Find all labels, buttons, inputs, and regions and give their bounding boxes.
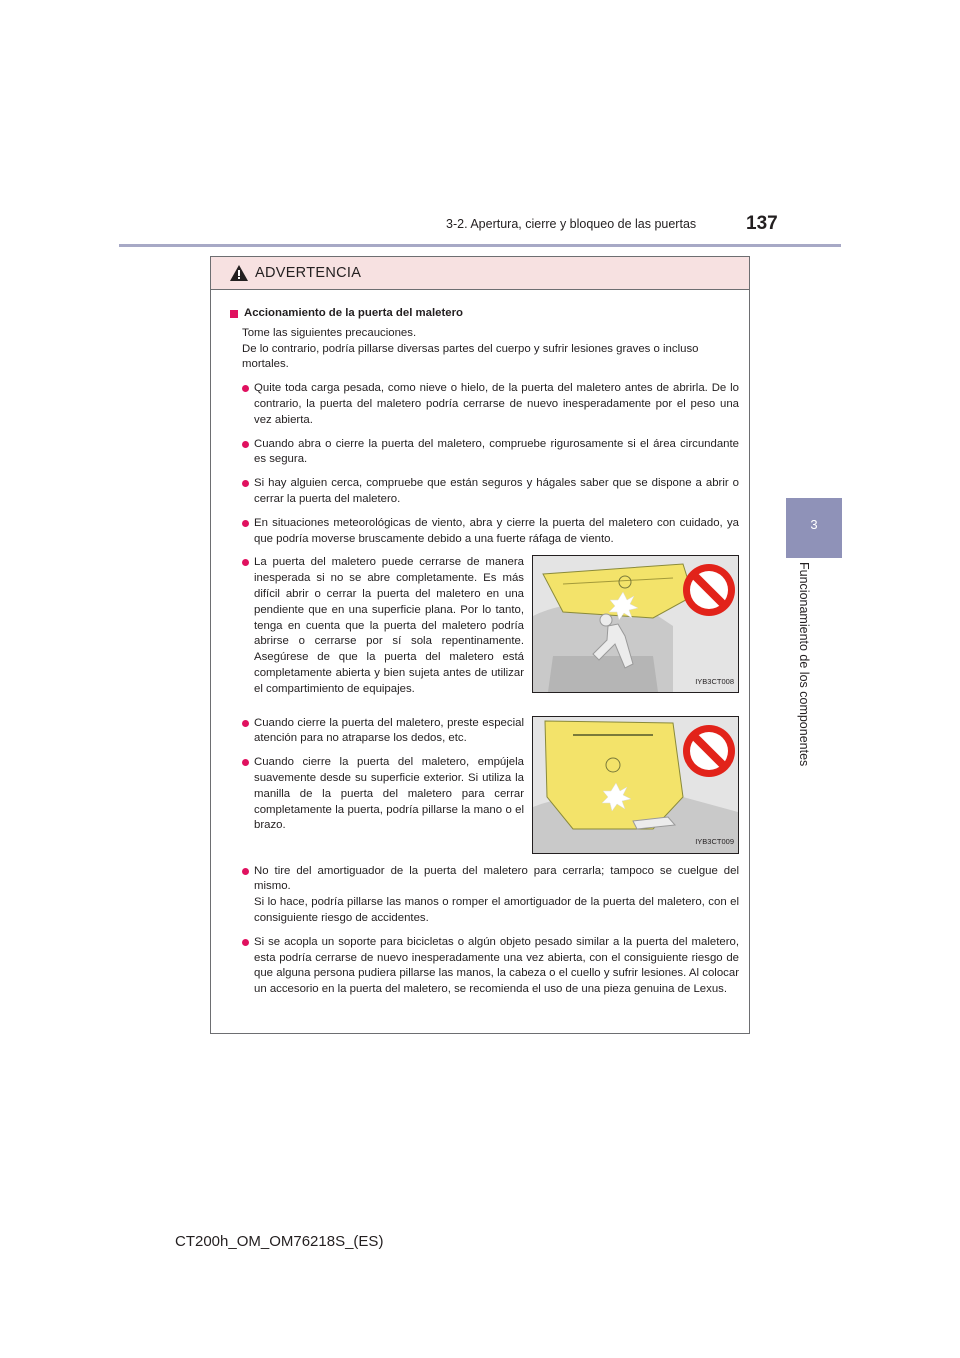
list-item-text: Cuando cierre la puerta del maletero, empújela suavemente desde su superficie exterior. Si utiliza la manilla de la puerta del maletero para cerrar completamente la puerta, podría pillarse la mano o el brazo.: [254, 756, 524, 832]
figure-row-2: [230, 716, 739, 854]
list-item: [230, 381, 739, 428]
figure-row-1-text: [230, 555, 524, 705]
chapter-number: 3: [810, 517, 818, 532]
figure-row-1: [230, 555, 739, 705]
intro-text: Tome las siguientes precauciones. De lo contrario, podría pillarse diversas partes del cuerpo y sufrir lesiones graves o incluso mortales.: [242, 326, 699, 371]
bullet-dot-icon: [242, 385, 249, 392]
list-item-text: En situaciones meteorológicas de viento, abra y cierre la puerta del maletero con cuidado, ya que podría moverse bruscamente debido a una fuerte ráfaga de viento.: [254, 516, 739, 545]
list-item: [230, 555, 524, 697]
page-number: 137: [746, 213, 778, 234]
figure-row-2-text: [230, 716, 524, 843]
list-item: [230, 476, 739, 508]
list-item: [230, 437, 739, 469]
figure-row-2-image: [532, 716, 739, 854]
illustration-tailgate-open: [532, 555, 739, 693]
list-item: [230, 935, 739, 998]
list-item-text: Cuando cierre la puerta del maletero, preste especial atención para no atraparse los dedos, etc.: [254, 716, 524, 745]
warning-header: [211, 257, 749, 290]
list-item: [230, 755, 524, 834]
tailgate-closing-illustration: [533, 717, 738, 853]
bullet-dot-icon: [242, 720, 249, 727]
list-item-text: No tire del amortiguador de la puerta del maletero para cerrarla; tampoco se cuelgue del mismo. Si lo hace, podría pillarse las manos o romper el amortiguador de la puerta del maletero, con el consiguiente riesgo de accidentes.: [254, 864, 739, 924]
figure-row-1-image: [532, 555, 739, 693]
section-heading: [230, 306, 739, 322]
list-item: [230, 516, 739, 548]
warning-icon: [229, 264, 249, 282]
bullet-dot-icon: [242, 868, 249, 875]
figure-code: IYB3CT009: [695, 836, 734, 846]
bullet-dot-icon: [242, 559, 249, 566]
list-item-text: Cuando abra o cierre la puerta del maletero, compruebe rigurosamente si el área circundante es segura.: [254, 437, 739, 466]
running-header-section: 3-2. Apertura, cierre y bloqueo de las puertas: [446, 217, 697, 231]
warning-content: [211, 290, 749, 1006]
bullet-dot-icon: [242, 480, 249, 487]
bullet-dot-icon: [242, 520, 249, 527]
section-heading-text: Accionamiento de la puerta del maletero: [244, 307, 464, 319]
bullet-dot-icon: [242, 939, 249, 946]
square-bullet-icon: [230, 310, 238, 318]
illustration-tailgate-closing: [532, 716, 739, 854]
tailgate-open-illustration: [533, 556, 738, 692]
list-item-text: Si se acopla un soporte para bicicletas o algún objeto pesado similar a la puerta del maletero, esta podría cerrarse de nuevo inesperadamente una vez abierta, con el consiguiente riesgo de que alguna persona pudiera pillarse las manos, la cabeza o el cuello y sufrir lesiones. Al colocar un accesorio en la puerta del maletero, se recomienda el uso de una pieza genuina de Lexus.: [254, 935, 739, 996]
chapter-tab: [786, 498, 842, 558]
bullet-dot-icon: [242, 759, 249, 766]
warning-box: [210, 256, 750, 1034]
list-item: [230, 716, 524, 748]
list-item-text: Si hay alguien cerca, compruebe que están seguros y hágales saber que se dispone a abrir o cerrar la puerta del maletero.: [254, 477, 739, 505]
chapter-label: Funcionamiento de los componentes: [797, 562, 811, 767]
warning-title: ADVERTENCIA: [255, 265, 362, 281]
list-item-text: La puerta del maletero puede cerrarse de manera inesperada si no se abre completamente. Es más difícil abrir o cerrar la puerta del maletero en una pendiente que en una superficie plana. Por lo tanto, tenga en cuenta que la puerta del maletero podría abrirse o cerrarse por sí sola repentinamente. Asegúrese de que la puerta del maletero está completamente abierta y bien sujeta antes de utilizar el compartimiento de equipajes.: [254, 556, 524, 695]
document-code: CT200h_OM_OM76218S_(ES): [175, 1233, 384, 1250]
figure-code: IYB3CT008: [695, 676, 734, 686]
list-item: [230, 864, 739, 927]
list-item-text: Quite toda carga pesada, como nieve o hielo, de la puerta del maletero antes de abrirla. De lo contrario, la puerta del maletero podría cerrarse de nuevo inesperadamente por el peso una vez abierta.: [254, 382, 739, 426]
bullet-dot-icon: [242, 441, 249, 448]
header-rule: [119, 244, 841, 247]
